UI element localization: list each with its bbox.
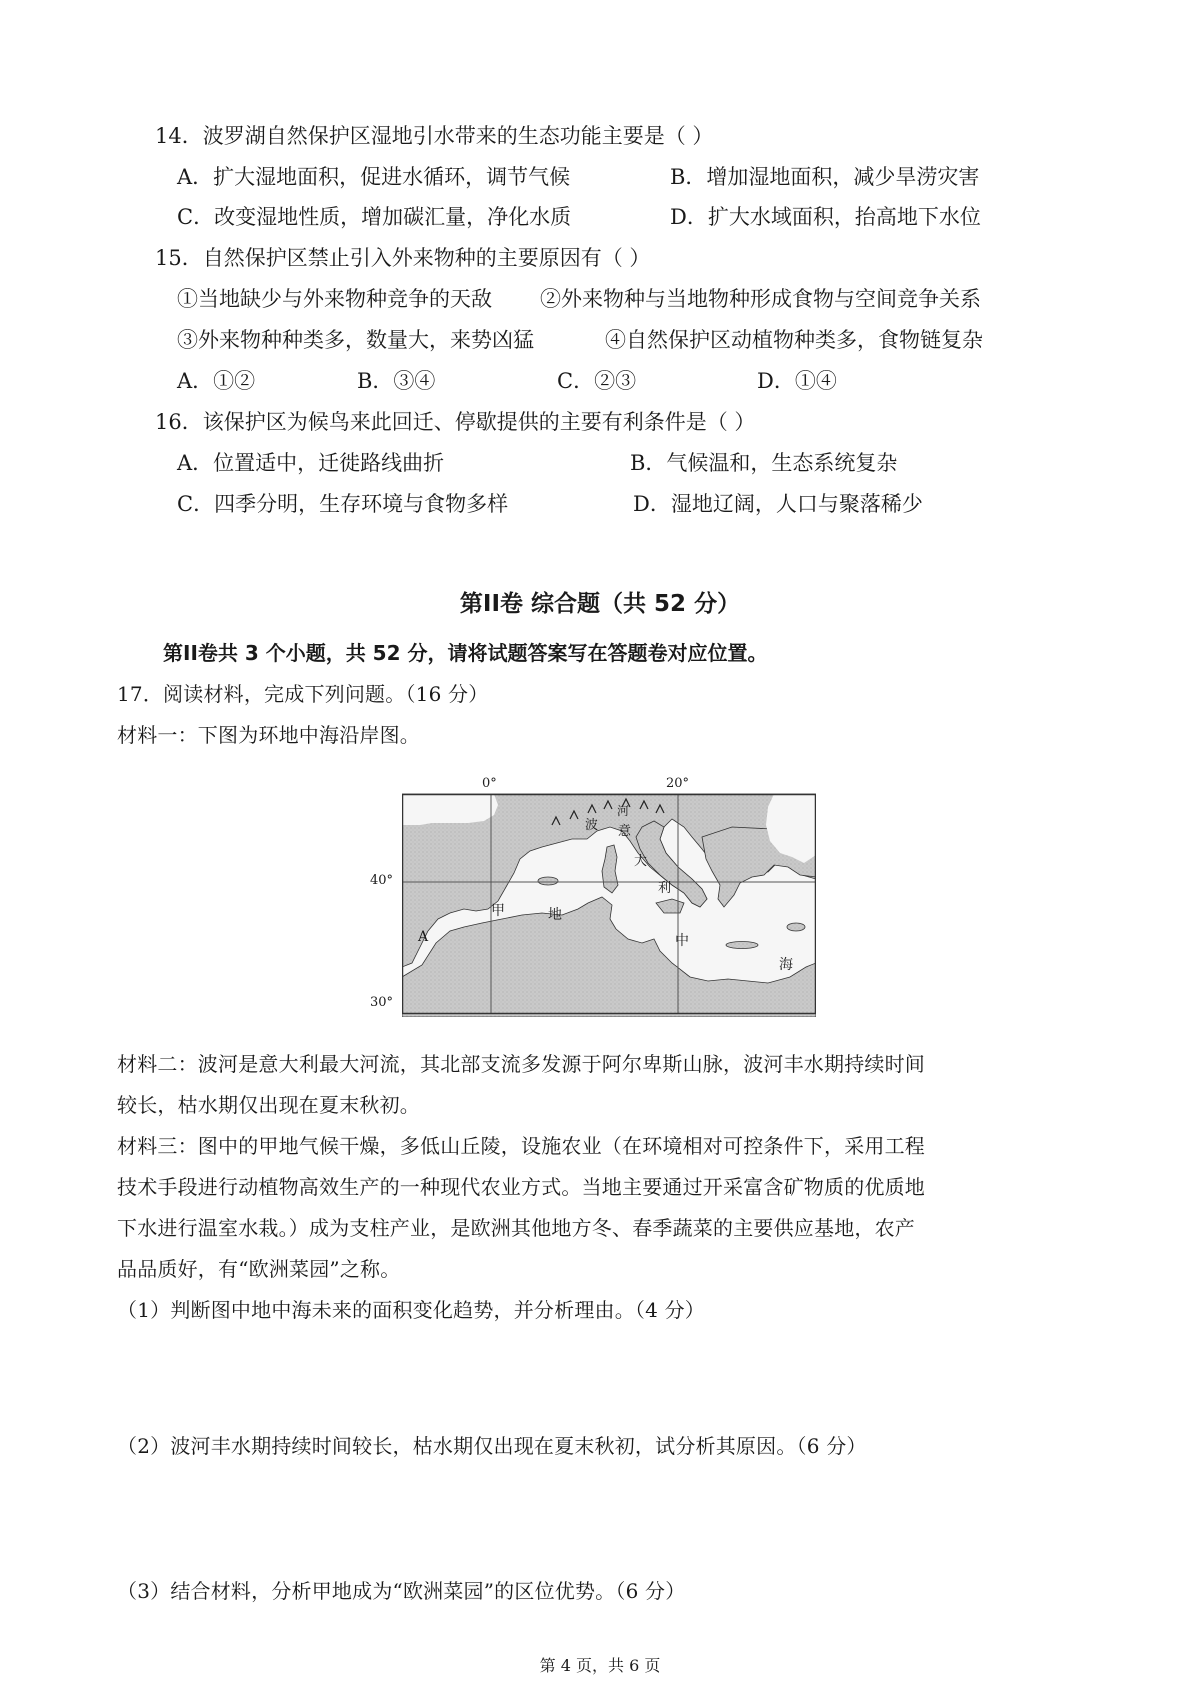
map-svg <box>402 767 816 1017</box>
q14-stem: 14．波罗湖自然保护区湿地引水带来的生态功能主要是（ ） <box>155 124 714 148</box>
q14-option-d: D．扩大水域面积，抬高地下水位 <box>670 205 981 229</box>
q17-sub3: （3）结合材料，分析甲地成为“欧洲菜园”的区位优势。（6 分） <box>117 1579 686 1603</box>
map-label-yi: 意 <box>618 824 632 839</box>
q15-stem: 15．自然保护区禁止引入外来物种的主要原因有（ ） <box>155 246 651 270</box>
q17-material2-line2: 较长，枯水期仅出现在夏末秋初。 <box>117 1093 420 1117</box>
map-label-a: A <box>418 929 429 945</box>
q14-option-a: A．扩大湿地面积，促进水循环，调节气候 <box>177 165 571 189</box>
q17-stem: 17．阅读材料，完成下列问题。（16 分） <box>117 682 489 706</box>
q17-sub1: （1）判断图中地中海未来的面积变化趋势，并分析理由。（4 分） <box>117 1298 706 1322</box>
map-label-he: 河 <box>617 804 630 818</box>
map-label-jia: 甲 <box>491 903 505 919</box>
q16-option-b: B．气候温和，生态系统复杂 <box>630 451 898 475</box>
q15-item-4: ④自然保护区动植物种类多，食物链复杂 <box>605 328 983 352</box>
map-label-di: 地 <box>548 907 562 923</box>
q15-item-1: ①当地缺少与外来物种竞争的天敌 <box>177 287 492 311</box>
q15-option-b: B．③④ <box>357 369 436 393</box>
part2-title: 第II卷 综合题（共 52 分） <box>459 591 741 617</box>
map-water-biscay <box>402 794 498 825</box>
q16-option-d: D．湿地辽阔，人口与聚落稀少 <box>633 492 923 516</box>
q14-option-b: B．增加湿地面积，减少旱涝灾害 <box>670 165 980 189</box>
map-island-cyprus <box>787 923 805 931</box>
map-label-hai: 海 <box>779 957 793 973</box>
q17-material1: 材料一：下图为环地中海沿岸图。 <box>117 723 420 747</box>
map-label-lat-40: 40° <box>370 873 394 888</box>
q17-material3-line1: 材料三：图中的甲地气候干燥，多低山丘陵，设施农业（在环境相对可控条件下，采用工程 <box>117 1134 925 1158</box>
q14-option-c: C．改变湿地性质，增加碳汇量，净化水质 <box>177 205 572 229</box>
q15-option-c: C．②③ <box>557 369 637 393</box>
q17-material3-line4: 品品质好，有“欧洲菜园”之称。 <box>117 1257 401 1281</box>
q17-sub2: （2）波河丰水期持续时间较长，枯水期仅出现在夏末秋初，试分析其原因。（6 分） <box>117 1434 867 1458</box>
map-label-lat-30: 30° <box>370 995 394 1010</box>
q16-option-c: C．四季分明，生存环境与食物多样 <box>177 492 509 516</box>
q15-item-3: ③外来物种种类多，数量大，来势凶猛 <box>177 328 534 352</box>
map-label-da: 大 <box>634 854 648 869</box>
q16-option-a: A．位置适中，迁徙路线曲折 <box>177 451 445 475</box>
page-number: 第 4 页，共 6 页 <box>539 1656 661 1675</box>
map-island-balearic <box>538 877 558 885</box>
part2-note: 第II卷共 3 个小题，共 52 分，请将试题答案写在答题卷对应位置。 <box>163 641 768 665</box>
q15-option-d: D．①④ <box>757 369 837 393</box>
mediterranean-map <box>370 767 816 1017</box>
q17-material3-line3: 下水进行温室水栽。）成为支柱产业，是欧洲其他地方冬、春季蔬菜的主要供应基地，农产 <box>117 1216 915 1240</box>
map-label-li: 利 <box>658 881 672 896</box>
map-label-zhong: 中 <box>675 933 689 949</box>
q16-stem: 16．该保护区为候鸟来此回迁、停歇提供的主要有利条件是（ ） <box>155 410 756 434</box>
q17-material3-line2: 技术手段进行动植物高效生产的一种现代农业方式。当地主要通过开采富含矿物质的优质地 <box>117 1175 925 1199</box>
map-label-lon-20: 20° <box>666 776 690 791</box>
map-label-lon-0: 0° <box>482 776 497 791</box>
map-island-crete <box>726 942 758 949</box>
map-label-bo: 波 <box>585 818 599 833</box>
q17-material2-line1: 材料二：波河是意大利最大河流，其北部支流多发源于阿尔卑斯山脉，波河丰水期持续时间 <box>117 1052 925 1076</box>
q15-option-a: A．①② <box>177 369 256 393</box>
q15-item-2: ②外来物种与当地物种形成食物与空间竞争关系 <box>540 287 981 311</box>
